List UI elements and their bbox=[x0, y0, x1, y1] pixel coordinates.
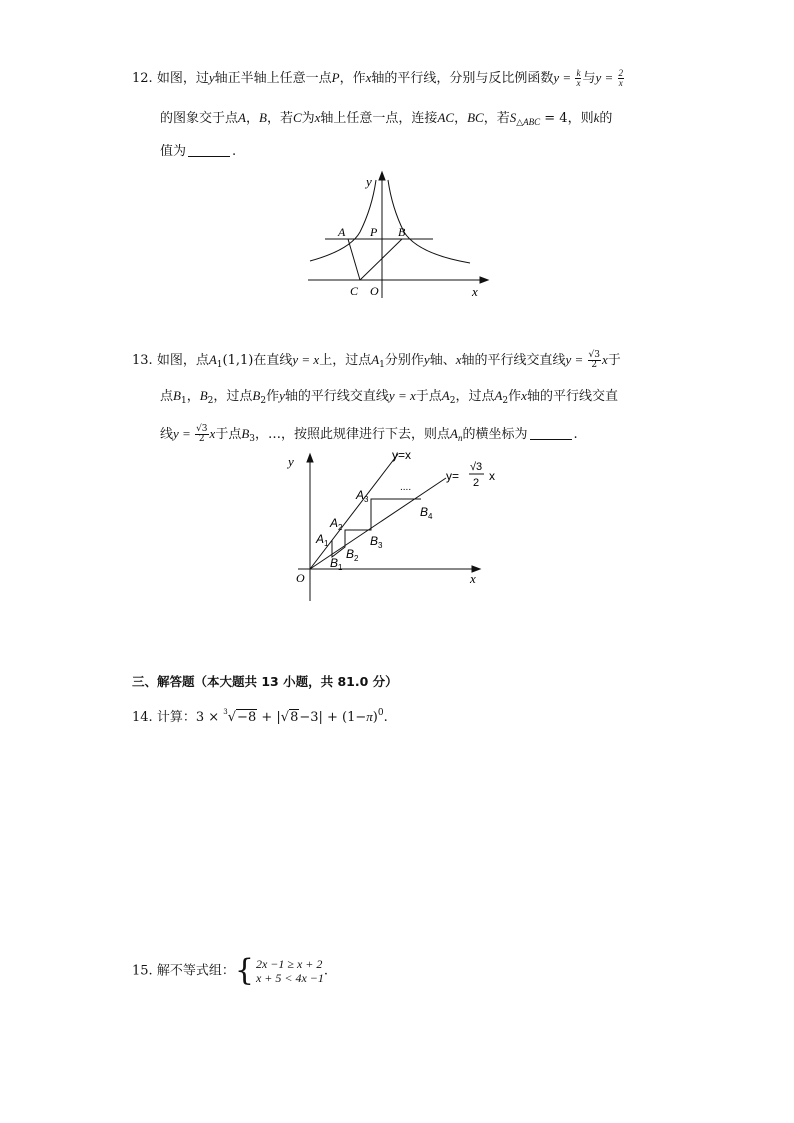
var-x: x bbox=[455, 352, 462, 367]
label-B1: B bbox=[330, 556, 339, 570]
q12-text: 轴正半轴上任意一点 bbox=[214, 71, 332, 86]
q12-text: 与 bbox=[582, 71, 596, 86]
subscript: 2 bbox=[449, 396, 456, 406]
q12-text: 如图，过 bbox=[156, 71, 209, 86]
radicand-cube: −8 bbox=[237, 710, 257, 725]
q13-text: ，过点 bbox=[213, 389, 253, 404]
expr-part: 3 × bbox=[195, 710, 224, 725]
q12-text: 值为 bbox=[160, 144, 187, 159]
subscript: 1 bbox=[379, 360, 385, 370]
eq-y-x: y = x bbox=[388, 388, 416, 403]
exponent-zero: 0 bbox=[377, 708, 384, 718]
label-B3: B bbox=[370, 534, 379, 548]
fraction-k-over-x bbox=[575, 69, 581, 88]
section-3-title: 三、解答题（本大题共 13 小题，共 81.0 分） bbox=[132, 674, 398, 689]
subscript: 1 bbox=[216, 360, 223, 370]
period: . bbox=[232, 144, 237, 159]
figure-12 bbox=[300, 168, 500, 303]
label-B4: B bbox=[420, 505, 429, 519]
label-eq-x: x bbox=[489, 469, 495, 483]
var-x: x bbox=[314, 110, 321, 125]
q13-text: 分别作 bbox=[384, 353, 424, 368]
var-y: y bbox=[279, 388, 285, 403]
expr-part: ) bbox=[372, 710, 378, 725]
var-A: A bbox=[441, 388, 450, 403]
q15-label: 解不等式组： bbox=[156, 963, 235, 979]
var-B: B bbox=[173, 388, 181, 403]
var-S: S bbox=[509, 110, 517, 125]
subscript: 1 bbox=[180, 396, 187, 406]
expr-part: + | bbox=[257, 710, 281, 725]
frac-den: x bbox=[576, 78, 581, 88]
label-A3: A bbox=[356, 488, 365, 502]
q13-text: 的横坐标为 bbox=[462, 427, 528, 442]
fraction-sqrt3-over-2 bbox=[195, 425, 208, 444]
radicand-square: 8 bbox=[290, 710, 299, 725]
period: . bbox=[573, 427, 578, 442]
q13-text: 于点 bbox=[415, 389, 442, 404]
q12-text: ，则 bbox=[567, 111, 594, 126]
frac-den: 2 bbox=[591, 360, 598, 370]
sub-abc: △ABC bbox=[516, 117, 541, 127]
period: . bbox=[323, 963, 329, 979]
var-BC: BC bbox=[467, 110, 484, 125]
subscript: 3 bbox=[249, 434, 256, 444]
q12-number: 12. bbox=[132, 71, 153, 86]
period: . bbox=[383, 710, 388, 725]
inequality-1: 2x −1 ≥ x + 2 bbox=[255, 957, 323, 971]
frac-num: 2 bbox=[618, 68, 624, 78]
q13-text: 轴的平行线交直线 bbox=[461, 353, 566, 368]
subscript: 2 bbox=[260, 396, 267, 406]
q13-text: 轴的平行线交直 bbox=[526, 389, 618, 404]
answer-blank[interactable] bbox=[188, 143, 230, 157]
q15-number: 15. bbox=[132, 963, 153, 979]
var-x: x bbox=[521, 388, 527, 403]
var-k: k bbox=[593, 110, 600, 125]
figure-13 bbox=[284, 446, 504, 604]
curve-k-over-x bbox=[310, 180, 376, 261]
var-A: A bbox=[494, 388, 503, 403]
label-B3-sub: 3 bbox=[378, 541, 383, 550]
var-x: x bbox=[602, 352, 608, 367]
label-B4-sub: 4 bbox=[428, 512, 433, 521]
q15-line bbox=[132, 953, 329, 988]
q13-text: 作 bbox=[508, 389, 522, 404]
q13-text: 轴、 bbox=[429, 353, 456, 368]
var-B: B bbox=[252, 388, 261, 403]
q13-text: ，过点 bbox=[455, 389, 495, 404]
label-eq-sqrt3: √3 bbox=[470, 461, 483, 473]
q13-text: 于 bbox=[607, 353, 621, 368]
var-B: B bbox=[258, 110, 267, 125]
q13-text: 如图，点 bbox=[156, 353, 209, 368]
eq-lhs: y = bbox=[553, 70, 575, 85]
sep: ， bbox=[454, 111, 468, 126]
q12-text: ，若 bbox=[483, 111, 510, 126]
var-y: y bbox=[208, 70, 215, 85]
x-axis-arrow bbox=[480, 277, 488, 283]
inequality-system bbox=[256, 957, 324, 985]
q14-number: 14. bbox=[132, 710, 153, 725]
var-A: A bbox=[450, 426, 458, 441]
eq-y-x: y = x bbox=[292, 352, 320, 367]
q12-line-1 bbox=[132, 68, 625, 89]
label-O: O bbox=[370, 284, 379, 298]
label-O: O bbox=[296, 571, 305, 585]
var-A: A bbox=[238, 110, 246, 125]
sep: ， bbox=[186, 389, 200, 404]
q12-text: ，作 bbox=[339, 71, 366, 86]
label-C: C bbox=[350, 284, 359, 298]
segment-AC bbox=[348, 239, 360, 280]
frac-num: k bbox=[576, 68, 581, 78]
q12-line-2 bbox=[160, 108, 612, 132]
frac-num: √3 bbox=[588, 350, 601, 360]
sep: ， bbox=[245, 111, 259, 126]
label-y: y bbox=[288, 454, 294, 469]
coord-A1: (1,1) bbox=[222, 353, 254, 368]
q13-text: 上，过点 bbox=[319, 353, 372, 368]
q13-text: 线 bbox=[160, 427, 174, 442]
label-line-y-x: y=x bbox=[392, 448, 412, 462]
eq-lhs: y = bbox=[595, 70, 617, 85]
q13-number: 13. bbox=[132, 353, 153, 368]
y-axis-arrow bbox=[307, 454, 313, 462]
var-x: x bbox=[209, 426, 216, 441]
label-A1: A bbox=[316, 532, 325, 546]
root-index: 3 bbox=[223, 708, 228, 716]
label-A: A bbox=[338, 225, 346, 239]
area-value: = 4 bbox=[540, 111, 568, 126]
label-A2: A bbox=[330, 516, 339, 530]
label-B: B bbox=[398, 225, 406, 239]
expr-part: −3| + (1− bbox=[299, 710, 367, 725]
label-eq-2: 2 bbox=[473, 477, 480, 489]
frac-num: √3 bbox=[196, 424, 208, 434]
q12-text: 轴上任意一点，连接 bbox=[320, 111, 438, 126]
eq-lhs: y = bbox=[565, 352, 587, 367]
label-A2-sub: 2 bbox=[338, 523, 343, 532]
q13-text: 于点 bbox=[215, 427, 242, 442]
label-A3-sub: 3 bbox=[364, 495, 369, 504]
label-A1-sub: 1 bbox=[324, 539, 329, 548]
q13-text: 轴的平行线交直线 bbox=[284, 389, 389, 404]
var-y: y bbox=[423, 352, 430, 367]
var-C: C bbox=[292, 110, 302, 125]
q12-text: 为 bbox=[301, 111, 315, 126]
var-B: B bbox=[241, 426, 250, 441]
frac-den: x bbox=[618, 78, 623, 88]
var-x: x bbox=[365, 70, 372, 85]
label-y: y bbox=[366, 174, 372, 189]
y-axis-arrow bbox=[379, 172, 385, 180]
label-B2-sub: 2 bbox=[354, 554, 359, 563]
q14-line: 14. 计算：$3 \times ^3√-8 + |√8-3| + (1-\pi)^0$. bbox=[132, 708, 388, 725]
fraction-sqrt3-over-2 bbox=[588, 351, 601, 370]
q13-text: 作 bbox=[266, 389, 280, 404]
var-A: A bbox=[371, 352, 380, 367]
q13-line-2 bbox=[160, 386, 618, 411]
q12-line-3 bbox=[160, 142, 236, 162]
ellipsis: .... bbox=[400, 482, 412, 493]
frac-den: 2 bbox=[198, 434, 205, 444]
label-P: P bbox=[370, 225, 378, 239]
subscript: n bbox=[457, 433, 463, 443]
q12-text: 轴的平行线，分别与反比例函数 bbox=[371, 71, 554, 86]
q13-line-1 bbox=[132, 350, 621, 375]
label-x: x bbox=[470, 571, 476, 586]
label-B2: B bbox=[346, 547, 355, 561]
curve-2-over-x bbox=[388, 180, 470, 263]
subscript: 2 bbox=[207, 396, 214, 406]
var-B: B bbox=[199, 388, 208, 403]
segment-BC bbox=[360, 239, 402, 280]
answer-blank[interactable] bbox=[530, 426, 572, 440]
q14-label: 计算： bbox=[156, 710, 196, 725]
inequality-2: x + 5 < 4x −1 bbox=[255, 971, 324, 985]
var-AC: AC bbox=[437, 110, 455, 125]
pi-symbol: π bbox=[366, 709, 373, 724]
eq-lhs: y = bbox=[173, 426, 195, 441]
q12-text: 的 bbox=[599, 111, 613, 126]
q13-text: 点 bbox=[160, 389, 174, 404]
label-eq-y: y= bbox=[446, 469, 460, 483]
label-x: x bbox=[472, 284, 478, 299]
var-A: A bbox=[208, 352, 217, 367]
left-brace: { bbox=[234, 953, 254, 988]
q12-text: 的图象交于点 bbox=[160, 111, 239, 126]
q13-text: ，…，按照此规律进行下去，则点 bbox=[255, 427, 451, 442]
q13-text: 在直线 bbox=[253, 353, 293, 368]
q12-text: ，若 bbox=[266, 111, 293, 126]
var-P: P bbox=[331, 70, 340, 85]
subscript: 2 bbox=[502, 396, 509, 406]
fraction-2-over-x bbox=[618, 69, 625, 88]
label-B1-sub: 1 bbox=[338, 563, 343, 572]
